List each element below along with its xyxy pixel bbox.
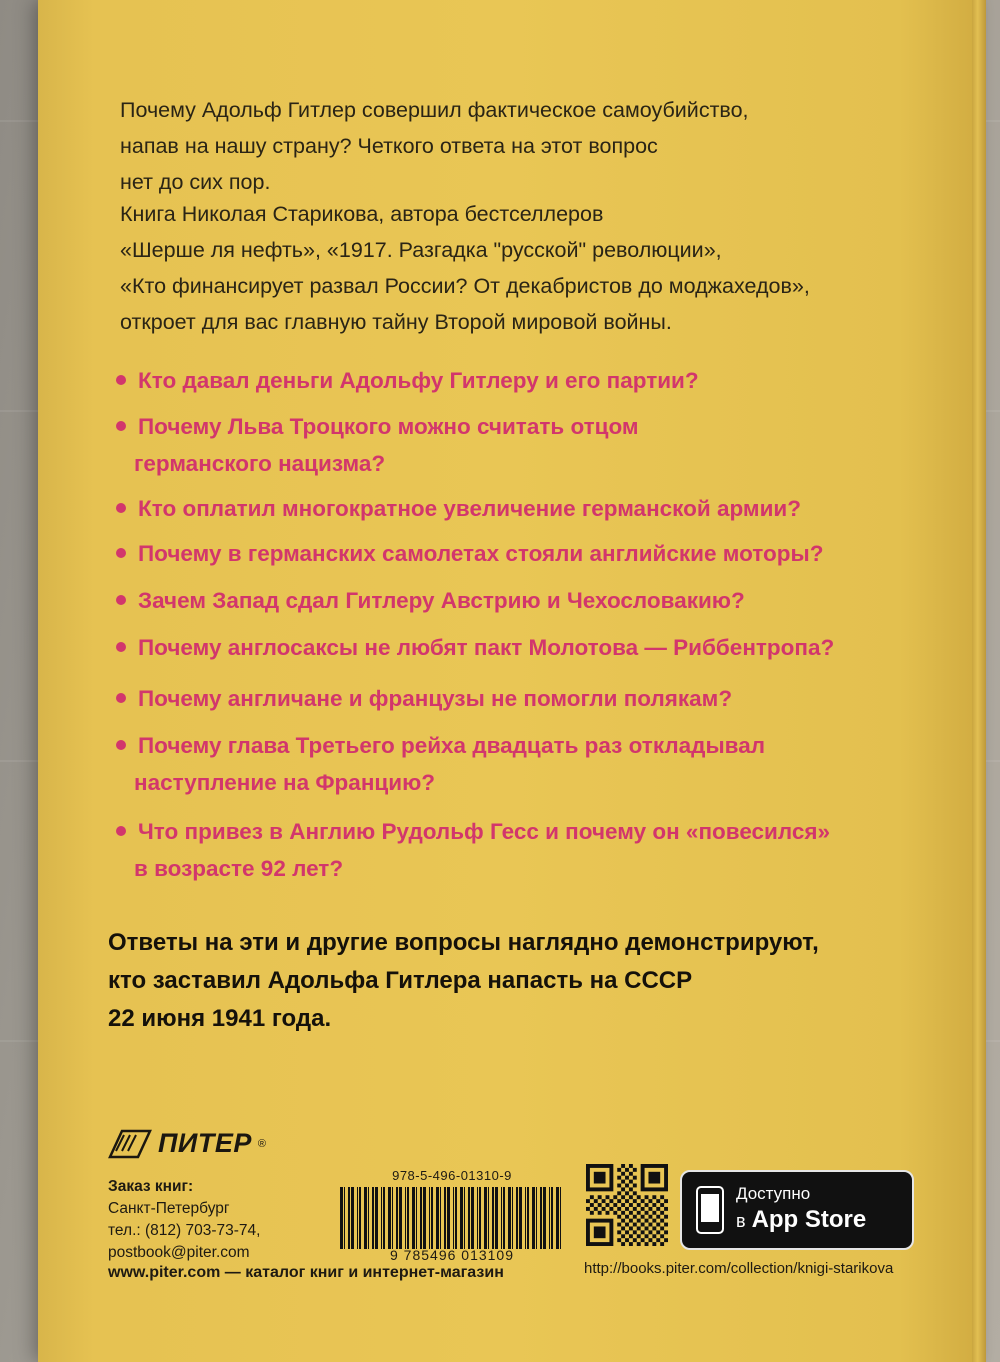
qr-module [645,1195,649,1199]
barcode-bar [436,1187,439,1249]
barcode-bar [556,1187,559,1249]
website-link: www.piter.com [108,1264,221,1281]
qr-module [664,1238,668,1242]
qr-module [629,1180,633,1184]
qr-module [629,1187,633,1191]
logo-wordmark: ПИТЕР [158,1128,252,1158]
qr-module [637,1203,641,1207]
barcode-bar [471,1187,474,1249]
qr-module [590,1195,594,1199]
qr-module [652,1234,656,1238]
qr-module [629,1211,633,1215]
qr-finder [594,1172,606,1184]
barcode-bar [551,1187,553,1249]
app-store-badge[interactable] [680,1170,914,1250]
qr-module [645,1234,649,1238]
qr-module [629,1242,633,1246]
question-text: Почему Льва Троцкого можно считать отцом [138,414,639,439]
intro-paragraph [120,92,749,200]
barcode-bar [455,1187,457,1249]
qr-module [625,1238,629,1242]
qr-module [660,1219,664,1223]
barcode-bar [405,1187,406,1249]
qr-module [586,1207,590,1211]
qr-module [645,1211,649,1215]
barcode-bar [453,1187,454,1249]
qr-module [621,1172,625,1176]
qr-module [629,1172,633,1176]
qr-module [637,1234,641,1238]
qr-module [645,1226,649,1230]
qr-module [656,1215,660,1219]
qr-module [625,1230,629,1234]
barcode-bar [348,1187,350,1249]
barcode-bar [392,1187,393,1249]
question-text-cont: в возрасте 92 лет? [134,856,344,881]
qr-module [633,1184,637,1188]
qr-module [637,1219,641,1223]
qr-module [629,1164,633,1168]
qr-module [613,1211,617,1215]
qr-module [621,1195,625,1199]
qr-module [633,1207,637,1211]
qr-module [621,1164,625,1168]
barcode-bar [407,1187,409,1249]
qr-module [629,1234,633,1238]
qr-module [656,1238,660,1242]
barcode-bar [416,1187,417,1249]
qr-module [633,1191,637,1195]
book-line: Книга Николая Старикова, автора бестселлеров [120,202,604,226]
book-line: откроет для вас главную тайну Второй мировой войны. [120,310,672,334]
qr-module [606,1211,610,1215]
qr-module [621,1203,625,1207]
barcode-bar [525,1187,526,1249]
barcode-bar [516,1187,518,1249]
barcode-icon [338,1187,566,1249]
question-item [116,813,830,887]
barcode-bar [381,1187,382,1249]
qr-module [621,1180,625,1184]
qr-module [652,1242,656,1246]
barcode-bar [429,1187,430,1249]
bullet-icon [116,740,126,750]
question-item [116,362,699,399]
order-phone: тел.: (812) 703-73-74, [108,1222,261,1239]
qr-module [617,1223,621,1227]
qr-module [629,1203,633,1207]
bullet-icon [116,503,126,513]
barcode-bar [508,1187,511,1249]
barcode-bar [440,1187,441,1249]
question-text: Зачем Запад сдал Гитлеру Австрию и Чехословакию? [138,588,745,613]
badge-line1: Доступно [736,1184,811,1203]
publisher-logo [108,1128,266,1159]
qr-module [625,1199,629,1203]
qr-module [594,1207,598,1211]
website-desc: — каталог книг и интернет-магазин [220,1264,504,1281]
qr-module [590,1203,594,1207]
answer-line: 22 июня 1941 года. [108,1005,332,1032]
barcode-bar [560,1187,561,1249]
barcode-bar [477,1187,478,1249]
qr-module [648,1207,652,1211]
barcode-bar [423,1187,426,1249]
barcode-bar [368,1187,369,1249]
qr-module [598,1203,602,1207]
qr-module [633,1238,637,1242]
qr-module [621,1242,625,1246]
qr-module [660,1226,664,1230]
bullet-icon [116,693,126,703]
qr-module [648,1238,652,1242]
qr-module [629,1219,633,1223]
isbn-barcode [338,1168,566,1266]
barcode-bar [431,1187,433,1249]
qr-module [617,1199,621,1203]
qr-module [625,1184,629,1188]
barcode-bar [540,1187,542,1249]
qr-module [633,1168,637,1172]
qr-module [645,1219,649,1223]
question-text: Что привез в Англию Рудольф Гесс и почему он «повесился» [138,819,831,844]
qr-module [625,1207,629,1211]
barcode-bar [527,1187,529,1249]
barcode-bar [340,1187,343,1249]
qr-module [617,1168,621,1172]
question-text: Почему в германских самолетах стояли английские моторы? [138,541,824,566]
question-text: Почему глава Третьего рейха двадцать раз откладывал [138,733,766,758]
qr-module [664,1207,668,1211]
barcode-bar [495,1187,498,1249]
bullet-icon [116,642,126,652]
qr-module [660,1234,664,1238]
book-back-cover [38,0,974,1362]
barcode-bar [375,1187,378,1249]
qr-module [625,1215,629,1219]
qr-module [613,1203,617,1207]
isbn-text: 978-5-496-01310-9 [392,1168,512,1183]
qr-module [633,1176,637,1180]
qr-module [590,1211,594,1215]
qr-module [621,1226,625,1230]
barcode-bar [359,1187,361,1249]
question-text-cont: наступление на Францию? [134,770,436,795]
order-info [108,1176,260,1264]
question-item [116,408,639,482]
isbn-digits: 9 785496 013109 [390,1247,514,1263]
qr-module [641,1199,645,1203]
qr-module [617,1191,621,1195]
qr-module [621,1187,625,1191]
qr-module [621,1219,625,1223]
qr-module [656,1207,660,1211]
qr-module [609,1207,613,1211]
qr-module [641,1207,645,1211]
qr-module [645,1203,649,1207]
qr-module [664,1215,668,1219]
phone-icon [696,1186,724,1234]
question-item [116,727,765,801]
answer-line: кто заставил Адольфа Гитлера напасть на СССР [108,967,693,994]
qr-module [586,1199,590,1203]
question-item [116,680,732,717]
qr-finder [648,1172,660,1184]
qr-module [648,1199,652,1203]
barcode-bar [536,1187,537,1249]
barcode-bar [492,1187,494,1249]
website-line [108,1264,504,1282]
badge-prefix: в [736,1211,746,1231]
qr-module [652,1211,656,1215]
qr-module [617,1238,621,1242]
qr-module [664,1199,668,1203]
qr-finder [594,1226,606,1238]
qr-module [602,1199,606,1203]
barcode-bar [444,1187,446,1249]
question-text-cont: германского нацизма? [134,451,386,476]
barcode-bar [468,1187,470,1249]
barcode-bar [512,1187,513,1249]
qr-module [660,1211,664,1215]
intro-line: напав на нашу страну? Четкого ответа на этот вопрос [120,134,658,158]
question-text: Почему англосаксы не любят пакт Молотова — Риббентропа? [138,635,835,660]
qr-module [648,1230,652,1234]
registered-mark: ® [257,1137,266,1150]
qr-module [660,1242,664,1246]
barcode-bar [357,1187,358,1249]
qr-module [625,1176,629,1180]
qr-module [648,1223,652,1227]
qr-module [609,1199,613,1203]
qr-module [637,1226,641,1230]
qr-module [641,1215,645,1219]
question-item [116,582,745,619]
qr-module [641,1223,645,1227]
barcode-bar [543,1187,546,1249]
bullet-icon [116,375,126,385]
order-city: Санкт-Петербург [108,1200,230,1217]
qr-module [625,1191,629,1195]
qr-module [621,1211,625,1215]
barcode-bar [412,1187,415,1249]
qr-module [656,1199,660,1203]
barcode-bar [532,1187,535,1249]
qr-module [656,1223,660,1227]
qr-module [652,1203,656,1207]
qr-module [617,1207,621,1211]
qr-module [629,1226,633,1230]
qr-module [656,1230,660,1234]
qr-module [598,1211,602,1215]
order-email: postbook@piter.com [108,1244,250,1261]
barcode-bar [549,1187,550,1249]
question-item [116,535,823,572]
barcode-bar [388,1187,391,1249]
qr-module [637,1211,641,1215]
book-line: «Кто финансирует развал России? От декабристов до моджахедов», [120,274,810,298]
answer-line: Ответы на эти и другие вопросы наглядно демонстрируют, [108,929,819,956]
qr-module [629,1195,633,1199]
qr-module [606,1195,610,1199]
barcode-bar [464,1187,465,1249]
question-item [116,490,801,527]
qr-code-icon [586,1164,668,1246]
qr-module [633,1223,637,1227]
qr-module [652,1226,656,1230]
barcode-bar [372,1187,374,1249]
qr-module [664,1223,668,1227]
barcode-bar [344,1187,345,1249]
bullet-icon [116,421,126,431]
qr-module [652,1195,656,1199]
qr-module [602,1207,606,1211]
barcode-bar [519,1187,522,1249]
barcode-bar [396,1187,398,1249]
intro-line: Почему Адольф Гитлер совершил фактическое самоубийство, [120,98,749,122]
piter-logo-icon [108,1129,152,1159]
qr-module [621,1234,625,1238]
qr-module [633,1215,637,1219]
qr-module [594,1199,598,1203]
book-edge [972,0,986,1362]
qr-module [664,1230,668,1234]
qr-module [617,1176,621,1180]
answer-paragraph [108,924,819,1038]
book-paragraph [120,196,810,340]
barcode-bar [447,1187,450,1249]
qr-module [617,1215,621,1219]
qr-module [637,1242,641,1246]
qr-module [617,1184,621,1188]
question-text: Кто оплатил многократное увеличение германской армии? [138,496,801,521]
qr-module [598,1195,602,1199]
badge-line2 [736,1206,866,1234]
collection-url: http://books.piter.com/collection/knigi-starikova [584,1260,894,1277]
barcode-bar [460,1187,463,1249]
barcode-bar [399,1187,402,1249]
barcode-bar [501,1187,502,1249]
book-line: «Шерше ля нефть», «1917. Разгадка "русской" революции», [120,238,722,262]
question-item [116,629,834,666]
qr-module [606,1203,610,1207]
bullet-icon [116,826,126,836]
bullet-icon [116,548,126,558]
qr-module [660,1195,664,1199]
qr-module [641,1230,645,1234]
order-title: Заказ книг: [108,1178,194,1195]
barcode-bar [383,1187,385,1249]
qr-module [617,1230,621,1234]
barcode-bar [364,1187,367,1249]
qr-module [645,1242,649,1246]
barcode-bar [479,1187,481,1249]
barcode-bar [351,1187,354,1249]
intro-line: нет до сих пор. [120,170,271,194]
qr-module [648,1215,652,1219]
qr-module [637,1195,641,1199]
question-text: Почему англичане и французы не помогли полякам? [138,686,733,711]
badge-store-name: App Store [751,1206,867,1233]
qr-module [652,1219,656,1223]
barcode-bar [420,1187,422,1249]
qr-module [625,1168,629,1172]
qr-module [641,1238,645,1242]
barcode-bar [484,1187,487,1249]
qr-module [633,1230,637,1234]
qr-module [660,1203,664,1207]
barcode-bar [503,1187,505,1249]
qr-module [633,1199,637,1203]
question-text: Кто давал деньги Адольфу Гитлеру и его партии? [138,368,699,393]
qr-module [625,1223,629,1227]
barcode-bar [488,1187,489,1249]
qr-module [613,1195,617,1199]
bullet-icon [116,595,126,605]
